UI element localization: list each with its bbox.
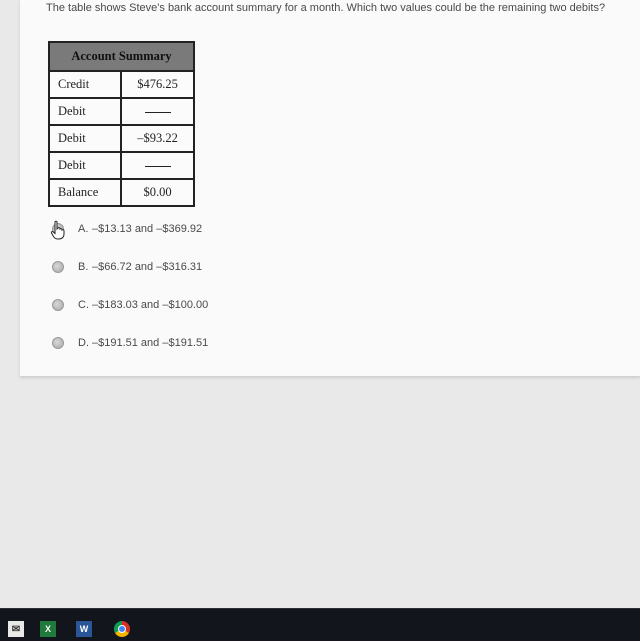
choice-c[interactable] bbox=[50, 286, 208, 324]
row-label: Debit bbox=[49, 152, 121, 179]
table-header-row bbox=[49, 42, 194, 71]
table-row bbox=[49, 98, 194, 125]
choice-text: –$191.51 and –$191.51 bbox=[92, 337, 209, 349]
blank-dash bbox=[145, 112, 171, 113]
row-amount: $476.25 bbox=[121, 71, 194, 98]
account-summary-table bbox=[48, 41, 195, 207]
question-text: The table shows Steve's bank account summary for a month. Which two values could be the remaining two debits? bbox=[46, 2, 606, 14]
answer-choices bbox=[50, 210, 208, 362]
radio-button[interactable] bbox=[52, 261, 64, 273]
choice-text: –$13.13 and –$369.92 bbox=[92, 223, 203, 235]
table-row bbox=[49, 179, 194, 206]
table-row bbox=[49, 152, 194, 179]
row-amount: $0.00 bbox=[121, 179, 194, 206]
mail-icon[interactable]: ✉ bbox=[8, 621, 24, 637]
choice-letter: B. bbox=[78, 261, 89, 273]
choice-a[interactable] bbox=[50, 210, 208, 248]
row-amount-blank bbox=[121, 152, 194, 179]
choice-letter: A. bbox=[78, 223, 89, 235]
chrome-icon[interactable] bbox=[114, 621, 130, 637]
choice-b[interactable] bbox=[50, 248, 208, 286]
row-amount-blank bbox=[121, 98, 194, 125]
row-label: Credit bbox=[49, 71, 121, 98]
table-row bbox=[49, 71, 194, 98]
blank-dash bbox=[145, 166, 171, 167]
choice-d[interactable] bbox=[50, 324, 208, 362]
choice-text: –$66.72 and –$316.31 bbox=[92, 261, 203, 273]
choice-letter: D. bbox=[78, 337, 89, 349]
row-label: Debit bbox=[49, 98, 121, 125]
row-label: Debit bbox=[49, 125, 121, 152]
table-row bbox=[49, 125, 194, 152]
radio-button[interactable] bbox=[52, 299, 64, 311]
word-icon[interactable]: W bbox=[76, 621, 92, 637]
question-card bbox=[20, 0, 640, 377]
excel-icon[interactable]: X bbox=[40, 621, 56, 637]
choice-letter: C. bbox=[78, 299, 89, 311]
taskbar bbox=[0, 608, 640, 641]
choice-text: –$183.03 and –$100.00 bbox=[92, 299, 209, 311]
row-amount: –$93.22 bbox=[121, 125, 194, 152]
table-title: Account Summary bbox=[49, 42, 194, 71]
radio-button[interactable] bbox=[52, 337, 64, 349]
hand-cursor-icon bbox=[50, 220, 66, 240]
row-label: Balance bbox=[49, 179, 121, 206]
